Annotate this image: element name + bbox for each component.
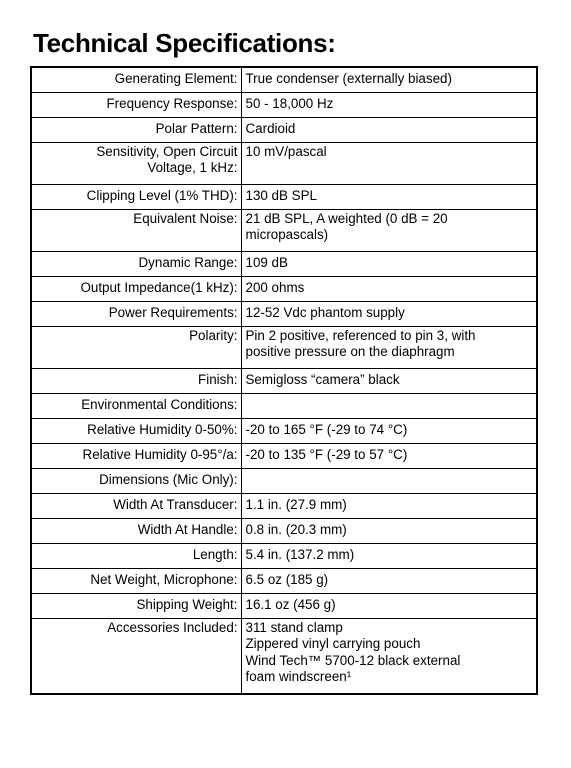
spec-label: Output Impedance(1 kHz): [31,276,241,301]
spec-row-polarity [31,326,537,368]
spec-row-shipping-weight [31,593,537,618]
spec-value: 5.4 in. (137.2 mm) [241,543,537,568]
spec-label: Frequency Response: [31,92,241,117]
spec-label: Clipping Level (1% THD): [31,184,241,209]
spec-label: Accessories Included: [31,618,241,694]
spec-row-humidity-0-50 [31,418,537,443]
spec-label: Length: [31,543,241,568]
spec-value: 311 stand clamp Zippered vinyl carrying pouch Wind Tech™ 5700-12 black external foam windscreen¹ [241,618,537,694]
spec-value: 10 mV/pascal [241,142,537,184]
spec-value: 200 ohms [241,276,537,301]
spec-table [30,66,538,695]
spec-row-frequency-response [31,92,537,117]
spec-label: Power Requirements: [31,301,241,326]
spec-label: Shipping Weight: [31,593,241,618]
spec-value [241,393,537,418]
spec-label: Generating Element: [31,67,241,92]
spec-value: 109 dB [241,251,537,276]
spec-row-net-weight [31,568,537,593]
spec-row-sensitivity [31,142,537,184]
spec-value: -20 to 135 °F (-29 to 57 °C) [241,443,537,468]
spec-value: 12-52 Vdc phantom supply [241,301,537,326]
spec-label: Width At Handle: [31,518,241,543]
page-title: Technical Specifications: [33,28,336,58]
spec-row-accessories-included [31,618,537,694]
spec-label: Environmental Conditions: [31,393,241,418]
spec-row-width-at-handle [31,518,537,543]
spec-label: Net Weight, Microphone: [31,568,241,593]
spec-row-clipping-level [31,184,537,209]
spec-row-length [31,543,537,568]
spec-value: 6.5 oz (185 g) [241,568,537,593]
spec-label: Sensitivity, Open Circuit Voltage, 1 kHz: [31,142,241,184]
spec-label: Finish: [31,368,241,393]
spec-row-generating-element [31,67,537,92]
spec-label: Width At Transducer: [31,493,241,518]
spec-row-environmental-conditions [31,393,537,418]
spec-label: Relative Humidity 0-50%: [31,418,241,443]
spec-row-dimensions [31,468,537,493]
spec-label: Polarity: [31,326,241,368]
spec-label: Equivalent Noise: [31,209,241,251]
spec-label: Polar Pattern: [31,117,241,142]
spec-value: 16.1 oz (456 g) [241,593,537,618]
spec-row-power-requirements [31,301,537,326]
spec-value: 130 dB SPL [241,184,537,209]
spec-row-humidity-0-95 [31,443,537,468]
spec-value: 50 - 18,000 Hz [241,92,537,117]
spec-row-width-at-transducer [31,493,537,518]
spec-value: Pin 2 positive, referenced to pin 3, with positive pressure on the diaphragm [241,326,537,368]
spec-row-equivalent-noise [31,209,537,251]
spec-row-finish [31,368,537,393]
spec-value: 21 dB SPL, A weighted (0 dB = 20 micropascals) [241,209,537,251]
spec-row-output-impedance [31,276,537,301]
spec-value: -20 to 165 °F (-29 to 74 °C) [241,418,537,443]
spec-value [241,468,537,493]
spec-row-dynamic-range [31,251,537,276]
spec-value: 1.1 in. (27.9 mm) [241,493,537,518]
spec-value: 0.8 in. (20.3 mm) [241,518,537,543]
spec-label: Dimensions (Mic Only): [31,468,241,493]
spec-row-polar-pattern [31,117,537,142]
spec-label: Dynamic Range: [31,251,241,276]
spec-value: True condenser (externally biased) [241,67,537,92]
spec-value: Semigloss “camera” black [241,368,537,393]
spec-label: Relative Humidity 0-95°/a: [31,443,241,468]
spec-value: Cardioid [241,117,537,142]
